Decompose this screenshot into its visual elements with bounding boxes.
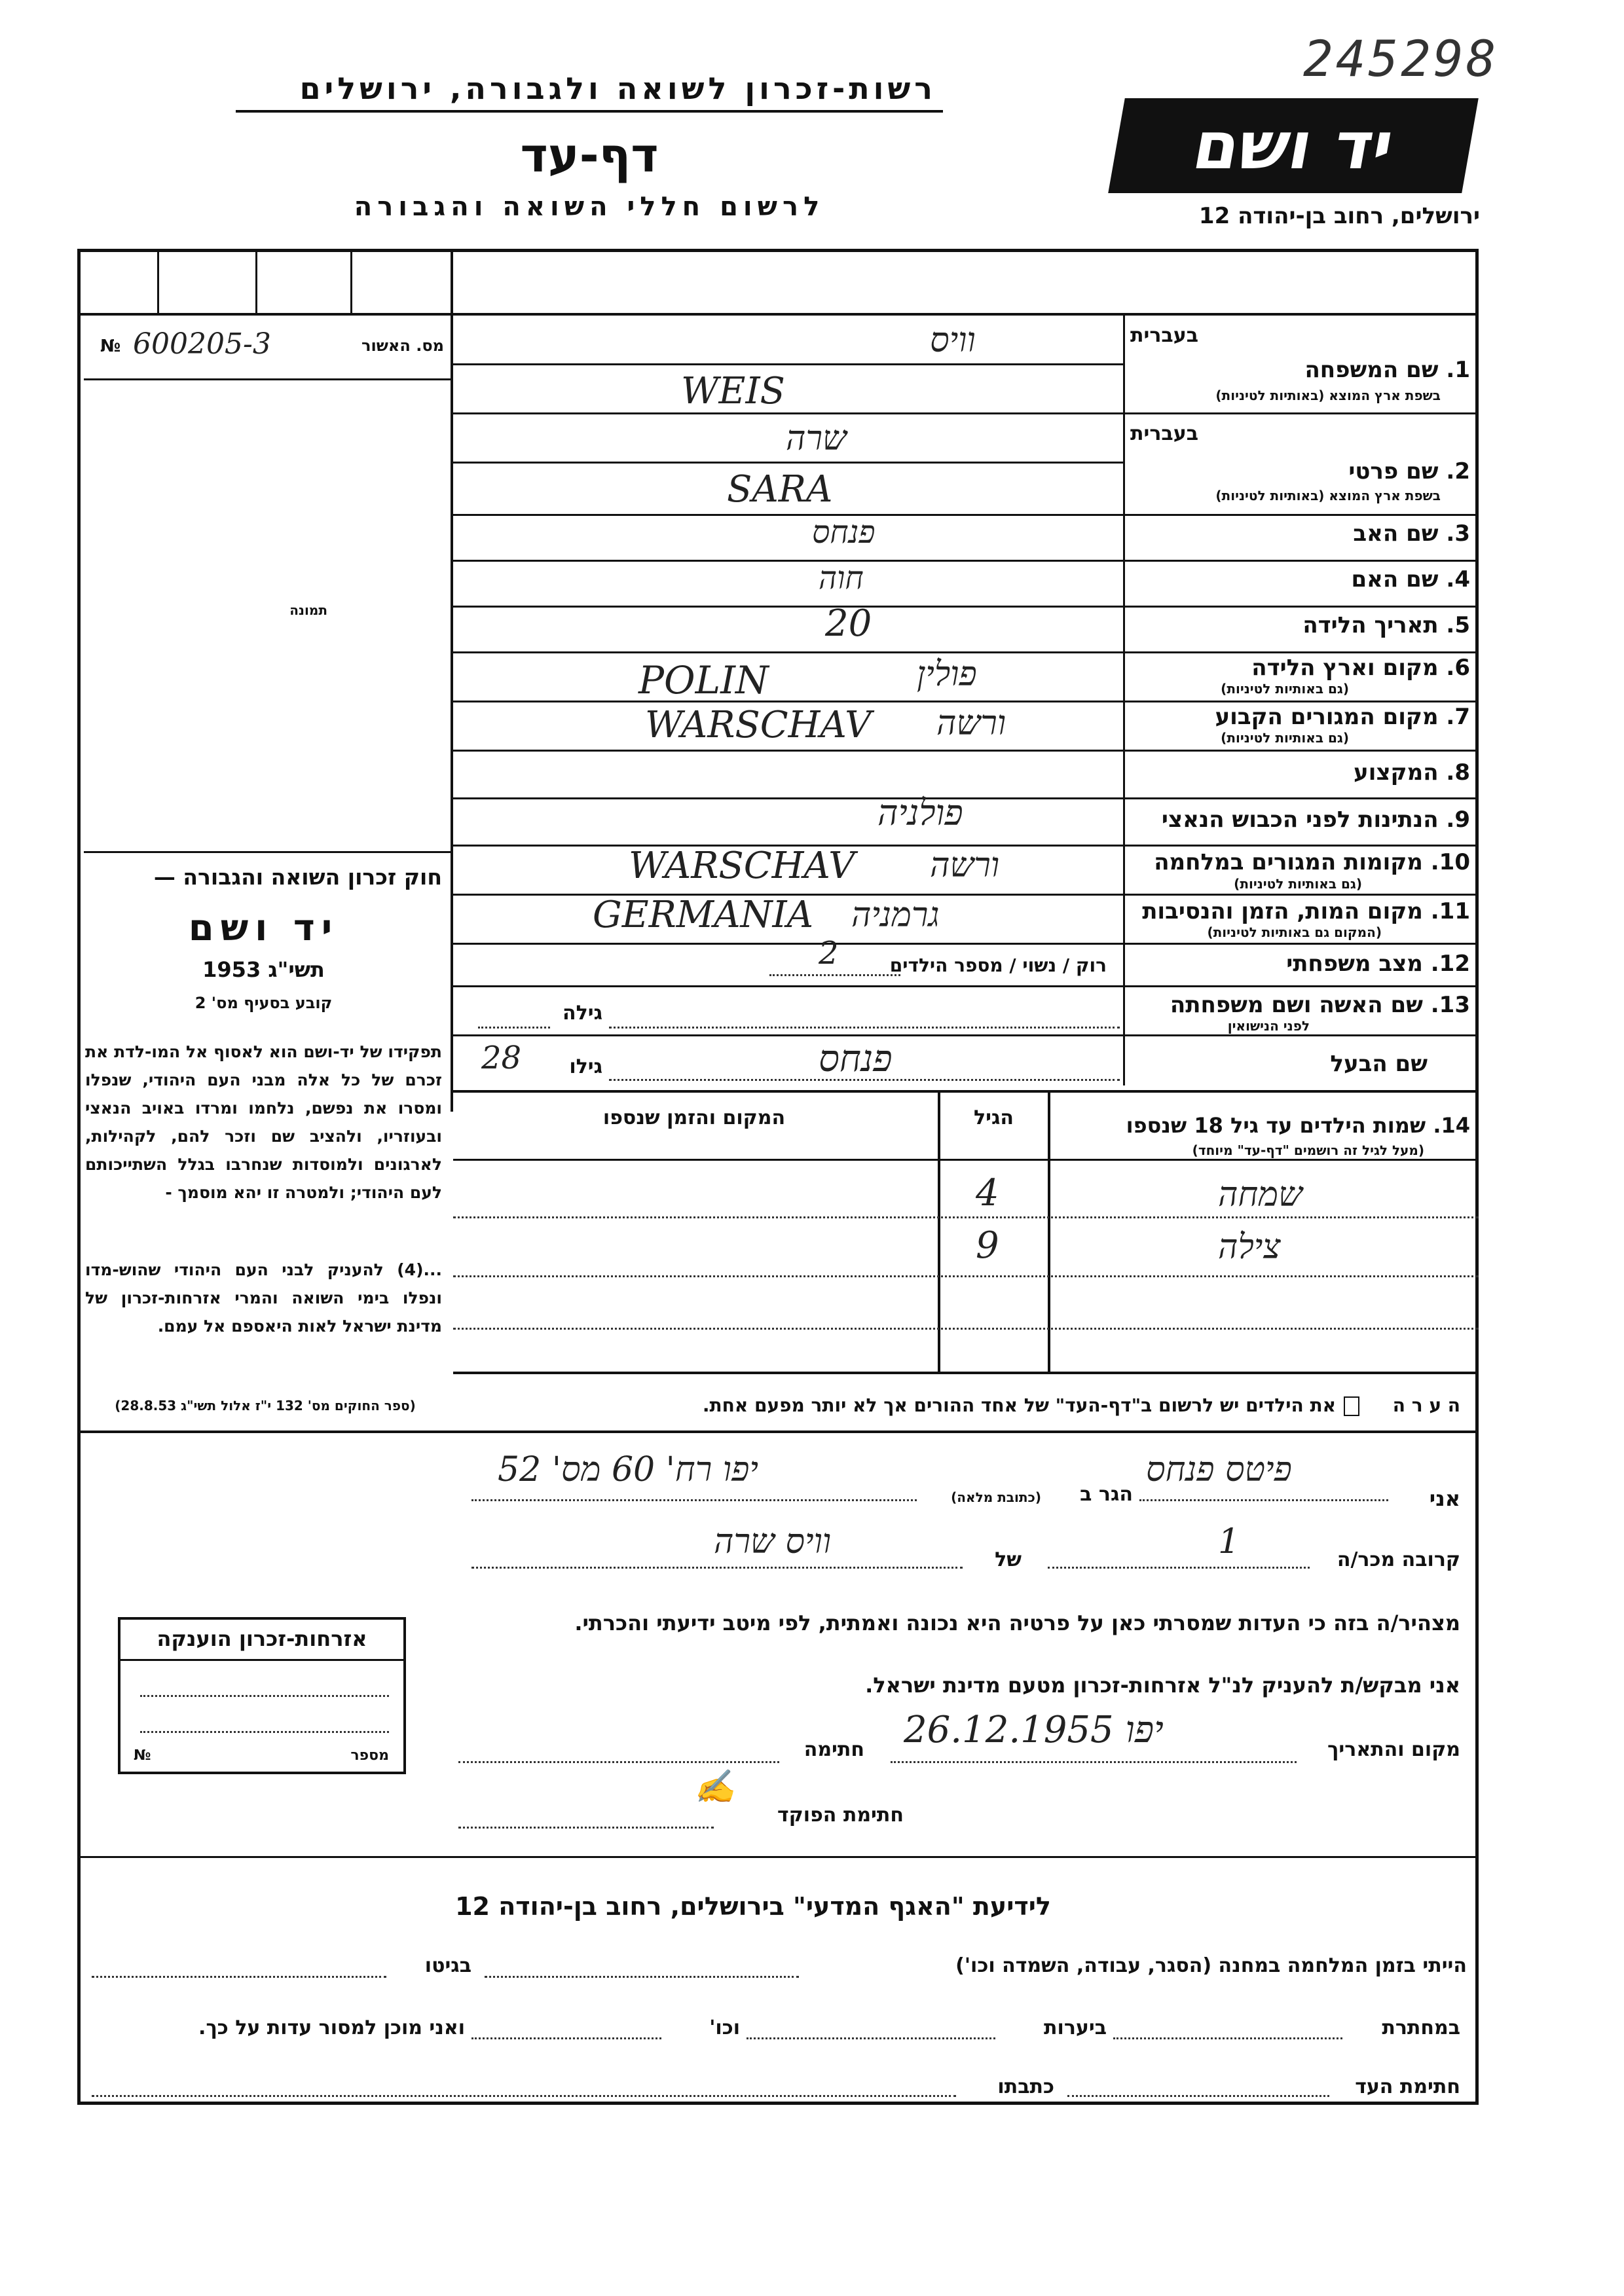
children-text: שמות הילדים עד גיל 18 שנספו xyxy=(1126,1113,1426,1138)
info-forests-label: ביערות xyxy=(1044,2016,1107,2039)
field-7-label xyxy=(1139,704,1470,730)
field-4-value: חוה xyxy=(819,560,864,596)
field-10-text: מקומות המגורים במלחמה xyxy=(1154,849,1423,875)
info-underground-label: במחתרת xyxy=(1382,2016,1460,2039)
photo-label: תמונה xyxy=(289,602,327,618)
field-5-value: 20 xyxy=(825,602,872,645)
field-1-text: שם המשפחה xyxy=(1304,357,1439,383)
law-name: יד ושם xyxy=(188,907,339,949)
field-10-label xyxy=(1139,849,1470,875)
field-3-label xyxy=(1139,520,1470,547)
approval-number-value: 600205-3 xyxy=(133,327,271,361)
law-section: קובע בסעיף מס' 2 xyxy=(194,994,333,1012)
field-1-value-he: וויס xyxy=(930,321,976,360)
field-2-num: 2. xyxy=(1446,458,1470,484)
law-year: תשי"ג 1953 xyxy=(202,957,325,982)
field-11-sub: (המקום גם באותיות לטיניות) xyxy=(1207,924,1382,940)
citizenship-box-title: אזרחות-זכרון הוענקה xyxy=(157,1626,367,1651)
children-col-place: המקום והזמן שנספו xyxy=(602,1106,786,1129)
decl-i-label: אני xyxy=(1429,1486,1460,1511)
field-1-num: 1. xyxy=(1446,357,1470,383)
wife-age-label: גילה xyxy=(563,1002,602,1025)
children-num: 14. xyxy=(1433,1113,1470,1138)
field-12-num: 12. xyxy=(1430,951,1470,977)
field-1-label xyxy=(1139,357,1470,383)
field-4-text: שם האם xyxy=(1351,566,1439,592)
decl-relation-label: קרובה מכר/ה xyxy=(1337,1548,1460,1571)
field-9-text: הנתינות לפני הכבוש הנאצי xyxy=(1161,807,1439,833)
field-7-value-lat: WARSCHAV xyxy=(645,704,872,746)
field-4-label xyxy=(1139,566,1470,592)
info-camp-label: הייתי בזמן המלחמה במחנה (הסגר, עבודה, השמדה וכו') xyxy=(955,1954,1467,1977)
field-10-num: 10. xyxy=(1430,849,1470,875)
note-text: את הילדים יש לרשום ב"דף-העד" של אחד ההורים אך לא יותר מפעם אחת. xyxy=(702,1394,1336,1416)
field-2-lang: בעברית xyxy=(1130,422,1198,445)
checker-signature-mark: ✍ xyxy=(694,1768,735,1806)
field-11-num: 11. xyxy=(1430,898,1470,924)
field-8-label xyxy=(1139,759,1470,786)
field-4-num: 4. xyxy=(1446,566,1470,592)
note-label: ה ע ר ה xyxy=(1392,1394,1460,1416)
decl-name-value: פיטס פנחס xyxy=(1146,1450,1292,1489)
archive-number-stamp: 245298 xyxy=(1303,29,1499,88)
field-13-text: שם האשה ושם משפחתה xyxy=(1170,992,1423,1018)
field-2-sub: בשפת ארץ המוצא (באותיות לטיניות) xyxy=(1215,488,1441,503)
decl-checker-label: חתימת הפוקד xyxy=(777,1804,904,1827)
org-line: רשות-זכרון לשואה ולגבורה, ירושלים xyxy=(299,71,936,106)
note-box xyxy=(1344,1396,1359,1416)
field-9-label xyxy=(1139,807,1470,833)
field-3-text: שם האב xyxy=(1353,520,1439,547)
law-source: (ספר החוקים מס' 132 י"ז אלול תשי"ג 28.8.53) xyxy=(115,1398,416,1413)
field-9-value: פולניה xyxy=(877,792,963,833)
field-5-text: תאריך הלידה xyxy=(1302,612,1439,638)
field-7-value-he: ורשה xyxy=(936,704,1006,743)
field-1-sub: בשפת ארץ המוצא (באותיות לטיניות) xyxy=(1215,388,1441,403)
decl-of-value: וויס שרה xyxy=(714,1522,832,1561)
child-1-name: שמחה xyxy=(1218,1175,1302,1214)
field-5-num: 5. xyxy=(1446,612,1470,638)
info-witness-signature-label: חתימת העד xyxy=(1355,2075,1460,2098)
info-etc-label: וכו' xyxy=(709,2016,740,2039)
field-11-value-lat: GERMANIA xyxy=(593,894,814,936)
field-7-num: 7. xyxy=(1446,704,1470,730)
decl-address-value: יפו רח' 60 מס' 52 xyxy=(498,1450,758,1489)
field-12-options: רוק / נשוי / מספר הילדים xyxy=(889,955,1107,976)
field-12-label xyxy=(1139,951,1470,977)
field-3-value: פנחס xyxy=(812,514,876,551)
field-10-value-lat: WARSCHAV xyxy=(629,845,855,887)
field-11-value-he: גרמניה xyxy=(851,896,940,935)
law-text-1: תפקידו של יד-ושם הוא לאסוף אל המו-לדת את זכרם של כל אלה מבני העם היהודי, שנפלו ומסרו את נפשם, נלחמו ומרדו באויב הנאצי ובעוזריו, ולהציב שם וזכר להם, לקהילות, לארגונים ולמוסדות שנחרבו בגלל השתייכותם לעם היהודי; ולמטרה זו יהא מוסמך - xyxy=(85,1042,442,1202)
approval-number-label: מס. האשור xyxy=(361,337,444,355)
field-6-sub: (גם באותיות לטיניות) xyxy=(1221,681,1349,697)
field-7-sub: (גם באותיות לטיניות) xyxy=(1221,730,1349,746)
decl-address-hint: (כתובת מלאה) xyxy=(951,1489,1041,1505)
field-10-sub: (גם באותיות לטיניות) xyxy=(1234,876,1362,892)
decl-of-label: של xyxy=(995,1548,1022,1571)
decl-resides-label: הגר ב xyxy=(1080,1483,1133,1506)
field-6-value-he: פולין xyxy=(917,655,977,694)
child-2-age: 9 xyxy=(976,1224,999,1267)
decl-signature-label: חתימה xyxy=(803,1738,864,1761)
field-9-num: 9. xyxy=(1446,807,1470,833)
field-5-label xyxy=(1139,612,1470,638)
field-6-num: 6. xyxy=(1446,655,1470,681)
field-2-text: שם פרטי xyxy=(1348,458,1439,484)
husband-age-label: גילו xyxy=(569,1055,602,1078)
field-13-num: 13. xyxy=(1430,992,1470,1018)
field-2-value-he: שרה xyxy=(786,419,847,458)
citizenship-box xyxy=(118,1617,406,1774)
decl-place-date-value: יפו 26.12.1955 xyxy=(904,1709,1164,1751)
husband-label: שם הבעל xyxy=(1330,1051,1428,1077)
field-11-text: מקום המות, הזמן והנסיבות xyxy=(1142,898,1423,924)
children-sub: (מעל לגיל זה רושמים "דף-עד" מיוחד) xyxy=(1192,1142,1424,1158)
decl-request: אני מבקש/ת להעניק לנ"ל אזרחות-זכרון מטעם מדינת ישראל. xyxy=(865,1673,1460,1698)
field-7-text: מקום המגורים הקבוע xyxy=(1215,704,1439,730)
field-13-label xyxy=(1139,992,1470,1018)
field-1-value-lat: WEIS xyxy=(681,370,785,412)
law-title: חוק זכרון השואה והגבורה — xyxy=(153,864,442,890)
approval-number-row xyxy=(84,327,447,367)
info-ghetto-label: בגיטו xyxy=(424,1954,471,1977)
law-text-2: ...(4) להעניק לבני העם היהודי שהוש-מדו ונפלו בימי השואה והמרי אזרחות-זכרון של מדינת ישראל לאות היאספם אל עמם. xyxy=(85,1260,442,1336)
yad-vashem-logo: יד ושם xyxy=(1108,98,1479,193)
field-12-text: מצב משפחתי xyxy=(1286,951,1423,977)
citizenship-number-label: מספר xyxy=(350,1747,389,1764)
info-address-label: כתבתו xyxy=(997,2075,1054,2098)
field-6-label xyxy=(1139,655,1470,681)
form-subtitle: לרשום חללי השואה והגבורה xyxy=(354,192,825,222)
header-address: ירושלים, רחוב בן-יהודה 12 xyxy=(1198,203,1480,229)
field-1-lang: בעברית xyxy=(1130,324,1198,347)
field-10-value-he: ורשה xyxy=(930,846,1000,885)
field-2-label xyxy=(1139,458,1470,484)
decl-statement: מצהיר/ה בזה כי העדות שמסרתי כאן על פרטיה היא נכונה ואמתית, לפי מיטב ידיעתי והכרתי. xyxy=(574,1611,1460,1635)
approval-no-mark: № xyxy=(100,337,121,356)
field-12-children-value: 2 xyxy=(819,935,839,972)
form-title: דף-עד xyxy=(520,128,659,183)
field-2-value-lat: SARA xyxy=(727,468,833,511)
field-8-num: 8. xyxy=(1446,759,1470,786)
child-2-name: צילה xyxy=(1218,1228,1281,1267)
field-13-sub: לפני הנישואין xyxy=(1227,1018,1310,1034)
decl-place-date-label: מקום והתאריך xyxy=(1327,1738,1460,1761)
field-8-text: המקצוע xyxy=(1354,759,1439,786)
field-6-text: מקום וארץ הלידה xyxy=(1251,655,1439,681)
info-title: לידיעת "האגף המדעי" בירושלים, רחוב בן-יהודה 12 xyxy=(455,1892,1051,1921)
child-1-age: 4 xyxy=(976,1172,999,1214)
citizenship-no-mark: № xyxy=(134,1747,151,1764)
field-3-num: 3. xyxy=(1446,520,1470,547)
field-6-value-lat: POLIN xyxy=(638,658,769,702)
husband-name-value: פנחס xyxy=(819,1038,893,1080)
field-11-label xyxy=(1139,898,1470,924)
children-label xyxy=(1058,1113,1470,1138)
children-col-age: הגיל xyxy=(974,1106,1014,1129)
info-testimony-label: ואני מוכן למסור עדות על כך. xyxy=(198,2016,465,2039)
husband-age-value: 28 xyxy=(481,1040,522,1076)
decl-relation-value: 1 xyxy=(1218,1522,1240,1561)
